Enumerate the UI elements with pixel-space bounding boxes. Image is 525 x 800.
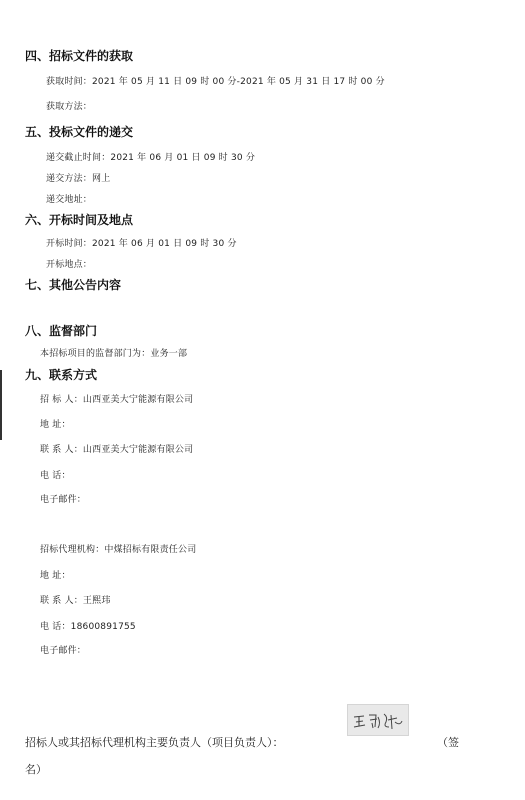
tenderer-name: 招 标 人：山西亚美大宁能源有限公司 — [40, 395, 194, 405]
tenderer-address: 地 址： — [40, 420, 71, 430]
submit-deadline: 递交截止时间：2021 年 06 月 01 日 09 时 30 分 — [46, 153, 256, 163]
section-5-heading: 五、投标文件的递交 — [25, 125, 134, 139]
obtain-method: 获取方法： — [46, 102, 93, 112]
agency-name: 招标代理机构：中煤招标有限责任公司 — [40, 545, 197, 555]
section-4-heading: 四、招标文件的获取 — [25, 49, 134, 63]
agency-phone: 电 话：18600891755 — [40, 622, 136, 632]
section-7-heading: 七、其他公告内容 — [25, 278, 122, 292]
open-time: 开标时间：2021 年 06 月 01 日 09 时 30 分 — [46, 239, 237, 249]
agency-address: 地 址： — [40, 571, 71, 581]
section-8-heading: 八、监督部门 — [25, 324, 98, 338]
signature-image — [347, 704, 409, 736]
agency-email: 电子邮件： — [40, 646, 87, 656]
obtain-time: 获取时间：2021 年 05 月 11 日 09 时 00 分-2021 年 05 月 31 日 17 时 00 分 — [46, 77, 385, 87]
submit-method: 递交方法：网上 — [46, 174, 111, 184]
sign-close: 名） — [25, 763, 47, 776]
responsible-person-label: 招标人或其招标代理机构主要负责人（项目负责人）： — [25, 736, 284, 749]
tenderer-phone: 电 话： — [40, 471, 71, 481]
left-margin-bar — [0, 370, 2, 440]
open-place: 开标地点： — [46, 260, 93, 270]
section-9-heading: 九、联系方式 — [25, 368, 98, 382]
tenderer-email: 电子邮件： — [40, 495, 87, 505]
supervision-text: 本招标项目的监督部门为：业务一部 — [40, 349, 188, 359]
agency-contact: 联 系 人：王熙玮 — [40, 596, 111, 606]
section-6-heading: 六、开标时间及地点 — [25, 213, 134, 227]
submit-address: 递交地址： — [46, 195, 93, 205]
tenderer-contact: 联 系 人：山西亚美大宁能源有限公司 — [40, 445, 194, 455]
sign-open: （签 — [437, 736, 459, 749]
